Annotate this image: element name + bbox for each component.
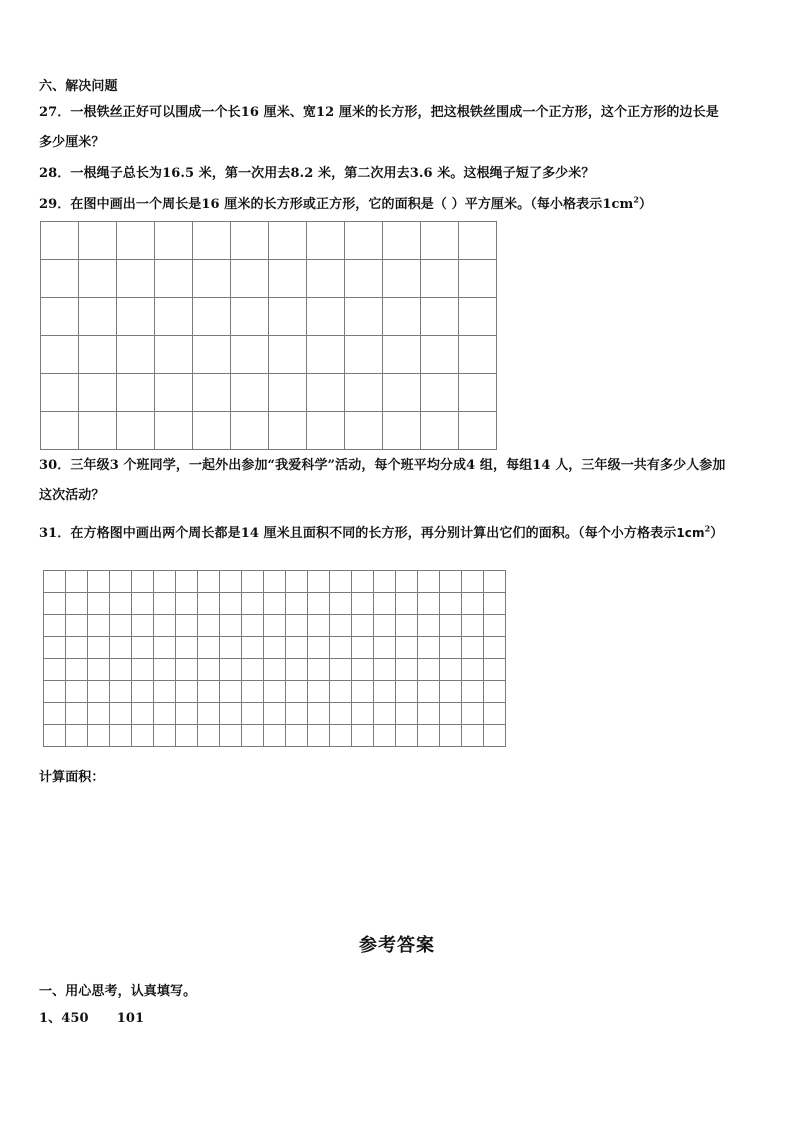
grid-cell[interactable] bbox=[269, 222, 307, 260]
grid-cell[interactable] bbox=[79, 298, 117, 336]
grid-row bbox=[44, 615, 506, 637]
grid-cell[interactable] bbox=[198, 703, 220, 725]
grid-cell[interactable] bbox=[421, 298, 459, 336]
grid-cell[interactable] bbox=[44, 725, 66, 747]
grid-cell[interactable] bbox=[484, 681, 506, 703]
grid-cell[interactable] bbox=[345, 260, 383, 298]
grid-cell[interactable] bbox=[79, 336, 117, 374]
grid-cell[interactable] bbox=[231, 336, 269, 374]
question-29-close: ） bbox=[639, 197, 653, 212]
grid-cell[interactable] bbox=[176, 725, 198, 747]
grid-cell[interactable] bbox=[193, 298, 231, 336]
grid-cell[interactable] bbox=[44, 615, 66, 637]
grid-cell[interactable] bbox=[383, 298, 421, 336]
grid-cell[interactable] bbox=[242, 637, 264, 659]
grid-cell[interactable] bbox=[88, 725, 110, 747]
grid-cell[interactable] bbox=[421, 336, 459, 374]
grid-cell[interactable] bbox=[308, 659, 330, 681]
grid-cell[interactable] bbox=[242, 615, 264, 637]
grid-cell[interactable] bbox=[66, 615, 88, 637]
grid-cell[interactable] bbox=[484, 725, 506, 747]
grid-cell[interactable] bbox=[44, 703, 66, 725]
grid-row bbox=[44, 681, 506, 703]
question-31-unit: 1cm bbox=[676, 526, 705, 540]
grid-cell[interactable] bbox=[352, 593, 374, 615]
grid-cell[interactable] bbox=[374, 725, 396, 747]
grid-cell[interactable] bbox=[198, 615, 220, 637]
grid-cell[interactable] bbox=[132, 615, 154, 637]
grid-cell[interactable] bbox=[231, 260, 269, 298]
grid-cell[interactable] bbox=[193, 412, 231, 450]
grid-cell[interactable] bbox=[198, 725, 220, 747]
grid-cell[interactable] bbox=[198, 637, 220, 659]
grid-cell[interactable] bbox=[396, 593, 418, 615]
grid-cell[interactable] bbox=[330, 615, 352, 637]
grid-cell[interactable] bbox=[383, 374, 421, 412]
grid-cell[interactable] bbox=[352, 725, 374, 747]
grid-cell[interactable] bbox=[286, 571, 308, 593]
grid-cell[interactable] bbox=[286, 725, 308, 747]
grid-cell[interactable] bbox=[374, 659, 396, 681]
answer-1 bbox=[39, 1011, 144, 1027]
grid-cell[interactable] bbox=[484, 659, 506, 681]
grid-cell[interactable] bbox=[79, 222, 117, 260]
grid-cell[interactable] bbox=[88, 593, 110, 615]
grid-cell[interactable] bbox=[117, 222, 155, 260]
grid-cell[interactable] bbox=[352, 703, 374, 725]
grid-cell[interactable] bbox=[193, 222, 231, 260]
question-29-text: 29．在图中画出一个周长是16 厘米的长方形或正方形，它的面积是（ ）平方厘米。（每小格表示1cm bbox=[39, 197, 634, 212]
grid-cell[interactable] bbox=[44, 681, 66, 703]
grid-cell[interactable] bbox=[459, 374, 497, 412]
grid-cell[interactable] bbox=[345, 336, 383, 374]
grid-cell[interactable] bbox=[418, 593, 440, 615]
grid-cell[interactable] bbox=[264, 725, 286, 747]
grid-cell[interactable] bbox=[269, 412, 307, 450]
grid-cell[interactable] bbox=[484, 637, 506, 659]
grid-cell[interactable] bbox=[242, 703, 264, 725]
grid-cell[interactable] bbox=[307, 336, 345, 374]
grid-cell[interactable] bbox=[459, 222, 497, 260]
grid-cell[interactable] bbox=[132, 681, 154, 703]
grid-row bbox=[41, 222, 497, 260]
grid-cell[interactable] bbox=[154, 637, 176, 659]
grid-row bbox=[41, 260, 497, 298]
grid-question-31[interactable] bbox=[43, 570, 506, 747]
grid-cell[interactable] bbox=[345, 222, 383, 260]
grid-cell[interactable] bbox=[418, 571, 440, 593]
answer-1-first: 1、450 bbox=[39, 1011, 89, 1026]
grid-cell[interactable] bbox=[330, 637, 352, 659]
grid-cell[interactable] bbox=[66, 681, 88, 703]
grid-cell[interactable] bbox=[330, 681, 352, 703]
grid-cell[interactable] bbox=[421, 374, 459, 412]
grid-cell[interactable] bbox=[484, 615, 506, 637]
grid-cell[interactable] bbox=[330, 593, 352, 615]
grid-cell[interactable] bbox=[286, 593, 308, 615]
grid-cell[interactable] bbox=[269, 260, 307, 298]
grid-cell[interactable] bbox=[484, 593, 506, 615]
grid-cell[interactable] bbox=[198, 659, 220, 681]
section-title: 六、解决问题 bbox=[39, 79, 118, 94]
grid-cell[interactable] bbox=[308, 571, 330, 593]
grid-cell[interactable] bbox=[330, 725, 352, 747]
grid-cell[interactable] bbox=[374, 681, 396, 703]
grid-cell[interactable] bbox=[286, 703, 308, 725]
grid-cell[interactable] bbox=[110, 681, 132, 703]
grid-cell[interactable] bbox=[193, 260, 231, 298]
grid-cell[interactable] bbox=[396, 659, 418, 681]
grid-cell[interactable] bbox=[41, 222, 79, 260]
grid-cell[interactable] bbox=[88, 571, 110, 593]
grid-cell[interactable] bbox=[421, 222, 459, 260]
grid-cell[interactable] bbox=[110, 571, 132, 593]
grid-cell[interactable] bbox=[264, 571, 286, 593]
question-30-line-2: 这次活动？ bbox=[39, 488, 105, 503]
question-31 bbox=[39, 525, 723, 542]
question-27-line-2: 多少厘米？ bbox=[39, 135, 105, 150]
answer-1-second: 101 bbox=[116, 1011, 145, 1026]
calc-area-label: 计算面积： bbox=[39, 770, 105, 785]
grid-cell[interactable] bbox=[242, 593, 264, 615]
grid-cell[interactable] bbox=[264, 681, 286, 703]
grid-cell[interactable] bbox=[110, 593, 132, 615]
grid-cell[interactable] bbox=[307, 260, 345, 298]
grid-cell[interactable] bbox=[352, 659, 374, 681]
grid-cell[interactable] bbox=[308, 593, 330, 615]
grid-cell[interactable] bbox=[176, 681, 198, 703]
grid-cell[interactable] bbox=[459, 298, 497, 336]
grid-cell[interactable] bbox=[440, 593, 462, 615]
grid-cell[interactable] bbox=[308, 725, 330, 747]
grid-cell[interactable] bbox=[193, 336, 231, 374]
grid-row bbox=[41, 298, 497, 336]
grid-cell[interactable] bbox=[462, 703, 484, 725]
grid-cell[interactable] bbox=[396, 725, 418, 747]
grid-row bbox=[44, 593, 506, 615]
grid-cell[interactable] bbox=[110, 659, 132, 681]
grid-cell[interactable] bbox=[154, 725, 176, 747]
grid-cell[interactable] bbox=[132, 593, 154, 615]
grid-cell[interactable] bbox=[220, 615, 242, 637]
grid-cell[interactable] bbox=[264, 703, 286, 725]
grid-cell[interactable] bbox=[44, 593, 66, 615]
grid-cell[interactable] bbox=[440, 659, 462, 681]
grid-cell[interactable] bbox=[440, 637, 462, 659]
grid-cell[interactable] bbox=[307, 222, 345, 260]
grid-cell[interactable] bbox=[66, 659, 88, 681]
grid-cell[interactable] bbox=[462, 681, 484, 703]
grid-cell[interactable] bbox=[66, 725, 88, 747]
grid-cell[interactable] bbox=[117, 336, 155, 374]
grid-cell[interactable] bbox=[286, 637, 308, 659]
grid-cell[interactable] bbox=[421, 412, 459, 450]
question-27-line-1: 27．一根铁丝正好可以围成一个长16 厘米、宽12 厘米的长方形，把这根铁丝围成一个正方形，这个正方形的边长是 bbox=[39, 105, 719, 120]
grid-cell[interactable] bbox=[88, 615, 110, 637]
grid-cell[interactable] bbox=[462, 637, 484, 659]
grid-cell[interactable] bbox=[396, 571, 418, 593]
grid-cell[interactable] bbox=[231, 374, 269, 412]
grid-cell[interactable] bbox=[459, 260, 497, 298]
question-30-line-1: 30．三年级3 个班同学，一起外出参加“我爱科学”活动，每个班平均分成4 组，每组14 人，三年级一共有多少人参加 bbox=[39, 458, 726, 473]
grid-cell[interactable] bbox=[345, 412, 383, 450]
grid-cell[interactable] bbox=[462, 615, 484, 637]
question-31-close: ） bbox=[710, 526, 724, 541]
grid-cell[interactable] bbox=[396, 615, 418, 637]
grid-cell[interactable] bbox=[264, 637, 286, 659]
grid-cell[interactable] bbox=[421, 260, 459, 298]
grid-cell[interactable] bbox=[374, 593, 396, 615]
grid-question-29[interactable] bbox=[40, 221, 497, 450]
grid-cell[interactable] bbox=[176, 593, 198, 615]
grid-cell[interactable] bbox=[220, 725, 242, 747]
question-31-text: 31．在方格图中画出两个周长都是14 厘米且面积不同的长方形，再分别计算出它们的面积。（每个小方格表示 bbox=[39, 526, 677, 541]
grid-cell[interactable] bbox=[132, 725, 154, 747]
grid-cell[interactable] bbox=[176, 703, 198, 725]
grid-cell[interactable] bbox=[374, 703, 396, 725]
grid-cell[interactable] bbox=[418, 637, 440, 659]
grid-cell[interactable] bbox=[44, 637, 66, 659]
grid-cell[interactable] bbox=[117, 374, 155, 412]
grid-cell[interactable] bbox=[383, 260, 421, 298]
grid-cell[interactable] bbox=[345, 298, 383, 336]
grid-cell[interactable] bbox=[155, 298, 193, 336]
grid-cell[interactable] bbox=[117, 260, 155, 298]
grid-cell[interactable] bbox=[330, 703, 352, 725]
grid-cell[interactable] bbox=[242, 659, 264, 681]
grid-cell[interactable] bbox=[176, 659, 198, 681]
grid-cell[interactable] bbox=[198, 681, 220, 703]
grid-row bbox=[44, 703, 506, 725]
grid-cell[interactable] bbox=[242, 725, 264, 747]
grid-cell[interactable] bbox=[155, 374, 193, 412]
grid-cell[interactable] bbox=[242, 681, 264, 703]
grid-cell[interactable] bbox=[154, 703, 176, 725]
grid-cell[interactable] bbox=[132, 703, 154, 725]
grid-cell[interactable] bbox=[231, 222, 269, 260]
grid-cell[interactable] bbox=[383, 412, 421, 450]
grid-cell[interactable] bbox=[198, 571, 220, 593]
grid-cell[interactable] bbox=[374, 637, 396, 659]
question-29 bbox=[39, 194, 653, 213]
grid-cell[interactable] bbox=[286, 681, 308, 703]
grid-cell[interactable] bbox=[462, 571, 484, 593]
grid-cell[interactable] bbox=[440, 681, 462, 703]
grid-cell[interactable] bbox=[176, 571, 198, 593]
grid-cell[interactable] bbox=[155, 336, 193, 374]
grid-cell[interactable] bbox=[66, 703, 88, 725]
grid-cell[interactable] bbox=[155, 222, 193, 260]
question-28: 28．一根绳子总长为16.5 米，第一次用去8.2 米，第二次用去3.6 米。这根绳子短了多少米？ bbox=[39, 166, 595, 181]
grid-row bbox=[41, 336, 497, 374]
grid-cell[interactable] bbox=[44, 659, 66, 681]
grid-cell[interactable] bbox=[193, 374, 231, 412]
grid-cell[interactable] bbox=[220, 659, 242, 681]
grid-cell[interactable] bbox=[396, 681, 418, 703]
grid-cell[interactable] bbox=[264, 659, 286, 681]
grid-row bbox=[41, 412, 497, 450]
answers-section-1: 一、用心思考，认真填写。 bbox=[39, 984, 197, 999]
grid-cell[interactable] bbox=[352, 637, 374, 659]
grid-cell[interactable] bbox=[484, 703, 506, 725]
grid-cell[interactable] bbox=[88, 659, 110, 681]
grid-cell[interactable] bbox=[308, 681, 330, 703]
grid-cell[interactable] bbox=[220, 681, 242, 703]
grid-cell[interactable] bbox=[66, 593, 88, 615]
grid-cell[interactable] bbox=[459, 336, 497, 374]
grid-cell[interactable] bbox=[110, 615, 132, 637]
grid-cell[interactable] bbox=[231, 412, 269, 450]
grid-cell[interactable] bbox=[269, 298, 307, 336]
grid-cell[interactable] bbox=[374, 571, 396, 593]
grid-cell[interactable] bbox=[462, 593, 484, 615]
grid-cell[interactable] bbox=[440, 571, 462, 593]
grid-cell[interactable] bbox=[154, 681, 176, 703]
grid-cell[interactable] bbox=[352, 571, 374, 593]
grid-cell[interactable] bbox=[41, 260, 79, 298]
grid-cell[interactable] bbox=[220, 593, 242, 615]
grid-cell[interactable] bbox=[440, 703, 462, 725]
grid-cell[interactable] bbox=[418, 659, 440, 681]
grid-cell[interactable] bbox=[117, 412, 155, 450]
grid-cell[interactable] bbox=[484, 571, 506, 593]
grid-cell[interactable] bbox=[41, 298, 79, 336]
grid-cell[interactable] bbox=[110, 637, 132, 659]
grid-cell[interactable] bbox=[242, 571, 264, 593]
grid-cell[interactable] bbox=[440, 725, 462, 747]
grid-cell[interactable] bbox=[154, 659, 176, 681]
grid-cell[interactable] bbox=[330, 571, 352, 593]
grid-cell[interactable] bbox=[88, 703, 110, 725]
grid-cell[interactable] bbox=[154, 593, 176, 615]
grid-cell[interactable] bbox=[396, 703, 418, 725]
grid-row bbox=[44, 571, 506, 593]
grid-row bbox=[41, 374, 497, 412]
grid-cell[interactable] bbox=[264, 615, 286, 637]
grid-cell[interactable] bbox=[155, 412, 193, 450]
grid-cell[interactable] bbox=[462, 725, 484, 747]
grid-cell[interactable] bbox=[88, 681, 110, 703]
grid-cell[interactable] bbox=[79, 374, 117, 412]
grid-cell[interactable] bbox=[132, 637, 154, 659]
grid-cell[interactable] bbox=[176, 615, 198, 637]
grid-cell[interactable] bbox=[286, 659, 308, 681]
grid-cell[interactable] bbox=[198, 593, 220, 615]
grid-cell[interactable] bbox=[307, 412, 345, 450]
grid-cell[interactable] bbox=[345, 374, 383, 412]
grid-cell[interactable] bbox=[110, 703, 132, 725]
grid-cell[interactable] bbox=[462, 659, 484, 681]
grid-cell[interactable] bbox=[154, 615, 176, 637]
question-31-superscript: 2 bbox=[704, 523, 711, 534]
grid-cell[interactable] bbox=[79, 260, 117, 298]
grid-cell[interactable] bbox=[44, 571, 66, 593]
grid-cell[interactable] bbox=[308, 637, 330, 659]
grid-row bbox=[44, 659, 506, 681]
grid-cell[interactable] bbox=[308, 615, 330, 637]
grid-cell[interactable] bbox=[41, 374, 79, 412]
grid-cell[interactable] bbox=[155, 260, 193, 298]
grid-cell[interactable] bbox=[396, 637, 418, 659]
grid-cell[interactable] bbox=[220, 571, 242, 593]
grid-cell[interactable] bbox=[41, 412, 79, 450]
grid-row bbox=[44, 725, 506, 747]
grid-cell[interactable] bbox=[231, 298, 269, 336]
grid-cell[interactable] bbox=[307, 374, 345, 412]
grid-cell[interactable] bbox=[383, 222, 421, 260]
grid-cell[interactable] bbox=[220, 637, 242, 659]
grid-cell[interactable] bbox=[220, 703, 242, 725]
grid-cell[interactable] bbox=[418, 615, 440, 637]
grid-cell[interactable] bbox=[66, 571, 88, 593]
question-29-superscript: 2 bbox=[633, 194, 640, 205]
grid-row bbox=[44, 637, 506, 659]
grid-cell[interactable] bbox=[418, 703, 440, 725]
grid-cell[interactable] bbox=[352, 681, 374, 703]
grid-cell[interactable] bbox=[374, 615, 396, 637]
grid-cell[interactable] bbox=[66, 637, 88, 659]
grid-cell[interactable] bbox=[117, 298, 155, 336]
grid-cell[interactable] bbox=[418, 681, 440, 703]
grid-cell[interactable] bbox=[330, 659, 352, 681]
grid-cell[interactable] bbox=[418, 725, 440, 747]
grid-cell[interactable] bbox=[383, 336, 421, 374]
grid-cell[interactable] bbox=[154, 571, 176, 593]
grid-cell[interactable] bbox=[176, 637, 198, 659]
answers-title: 参考答案 bbox=[359, 935, 435, 956]
grid-cell[interactable] bbox=[307, 298, 345, 336]
grid-cell[interactable] bbox=[352, 615, 374, 637]
grid-cell[interactable] bbox=[286, 615, 308, 637]
grid-cell[interactable] bbox=[269, 374, 307, 412]
grid-cell[interactable] bbox=[459, 412, 497, 450]
grid-cell[interactable] bbox=[132, 659, 154, 681]
grid-cell[interactable] bbox=[132, 571, 154, 593]
grid-cell[interactable] bbox=[41, 336, 79, 374]
grid-cell[interactable] bbox=[88, 637, 110, 659]
grid-cell[interactable] bbox=[308, 703, 330, 725]
grid-cell[interactable] bbox=[110, 725, 132, 747]
grid-cell[interactable] bbox=[264, 593, 286, 615]
grid-cell[interactable] bbox=[79, 412, 117, 450]
grid-cell[interactable] bbox=[269, 336, 307, 374]
grid-cell[interactable] bbox=[440, 615, 462, 637]
